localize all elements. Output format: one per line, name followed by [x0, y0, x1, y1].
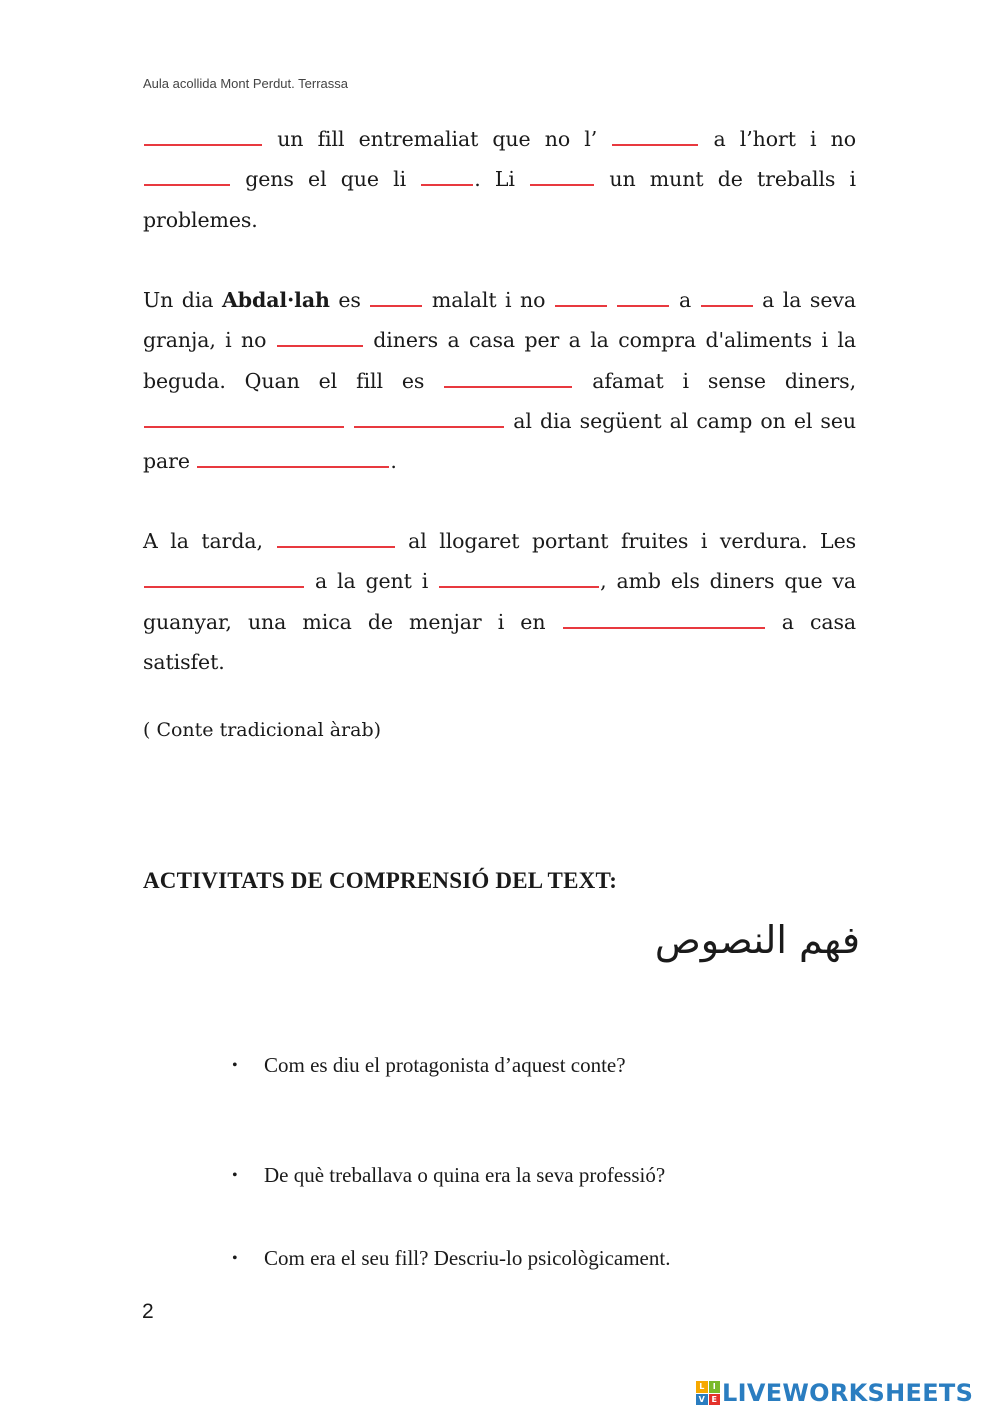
badge-letter: E: [709, 1394, 721, 1406]
story-text: un fill entremaliat que no l’: [277, 127, 598, 151]
story-text: Un dia: [143, 288, 214, 312]
blank-input[interactable]: [530, 164, 594, 186]
blank-input[interactable]: [701, 285, 753, 307]
blank-input[interactable]: [144, 406, 344, 428]
story-text: a: [678, 288, 692, 312]
arabic-title: فهم النصوص: [654, 918, 860, 962]
story-paragraph-3: [143, 521, 856, 682]
story-text: .: [390, 449, 397, 474]
blank-input[interactable]: [197, 446, 389, 468]
story-text: A la tarda,: [143, 529, 263, 553]
page-number: 2: [142, 1300, 154, 1323]
blank-input[interactable]: [277, 526, 395, 548]
question-item: [232, 1053, 626, 1078]
story-text: al dia següent al camp on el seu pare: [143, 408, 856, 474]
story-text: al llogaret portant fruites i verdura. Les: [408, 529, 857, 553]
story-text: un munt de treballs i problemes.: [143, 167, 857, 232]
blank-input[interactable]: [144, 566, 304, 588]
badge-letter: V: [696, 1394, 708, 1406]
bullet-icon: •: [232, 1057, 238, 1074]
story-text: . Li: [474, 167, 515, 192]
badge-letter: L: [696, 1381, 708, 1393]
blank-input[interactable]: [144, 164, 230, 186]
badge-letter: I: [709, 1381, 721, 1393]
blank-input[interactable]: [354, 406, 504, 428]
bullet-icon: •: [232, 1250, 238, 1267]
blank-input[interactable]: [444, 366, 572, 388]
story-source: ( Conte tradicional àrab): [143, 719, 382, 741]
story-text: , amb els diners que va guanyar, una mica de menjar i en: [143, 569, 857, 634]
blank-input[interactable]: [439, 566, 599, 588]
blank-input[interactable]: [277, 325, 363, 347]
protagonist-name: Abdal·lah: [221, 288, 330, 312]
question-item: [232, 1246, 670, 1271]
question-text: Com es diu el protagonista d’aquest conte?: [264, 1053, 626, 1077]
story-text: a casa satisfet.: [143, 609, 857, 674]
story-text: afamat i sense diners,: [592, 368, 857, 393]
story-text: malalt i no: [431, 288, 546, 312]
blank-input[interactable]: [555, 285, 607, 307]
story-text: es: [338, 288, 361, 312]
story-text: diners a casa per a la compra d'aliments i la beguda. Quan el fill es: [143, 328, 856, 393]
liveworksheets-logo[interactable]: [696, 1379, 973, 1407]
question-text: Com era el seu fill? Descriu-lo psicològicament.: [264, 1246, 671, 1270]
story-text: a l’hort i no: [713, 127, 857, 151]
blank-input[interactable]: [617, 285, 669, 307]
logo-text: LIVEWORKSHEETS: [722, 1379, 974, 1407]
blank-input[interactable]: [563, 607, 765, 629]
blank-input[interactable]: [370, 285, 422, 307]
story-paragraph-2: [143, 280, 856, 481]
bullet-icon: •: [232, 1167, 238, 1184]
blank-input[interactable]: [144, 124, 262, 146]
liveworksheets-badge-icon: [696, 1381, 720, 1405]
page-header: Aula acollida Mont Perdut. Terrassa: [143, 76, 348, 91]
blank-input[interactable]: [421, 164, 473, 186]
question-text: De què treballava o quina era la seva professió?: [264, 1163, 666, 1187]
story-text: a la gent i: [314, 569, 429, 594]
activities-title: ACTIVITATS DE COMPRENSIÓ DEL TEXT:: [143, 868, 618, 893]
question-item: [232, 1163, 665, 1188]
blank-input[interactable]: [612, 124, 698, 146]
story-paragraph-1: [143, 119, 856, 240]
story-text: a la seva granja, i no: [143, 288, 856, 353]
story-text: gens el que li: [245, 167, 407, 192]
